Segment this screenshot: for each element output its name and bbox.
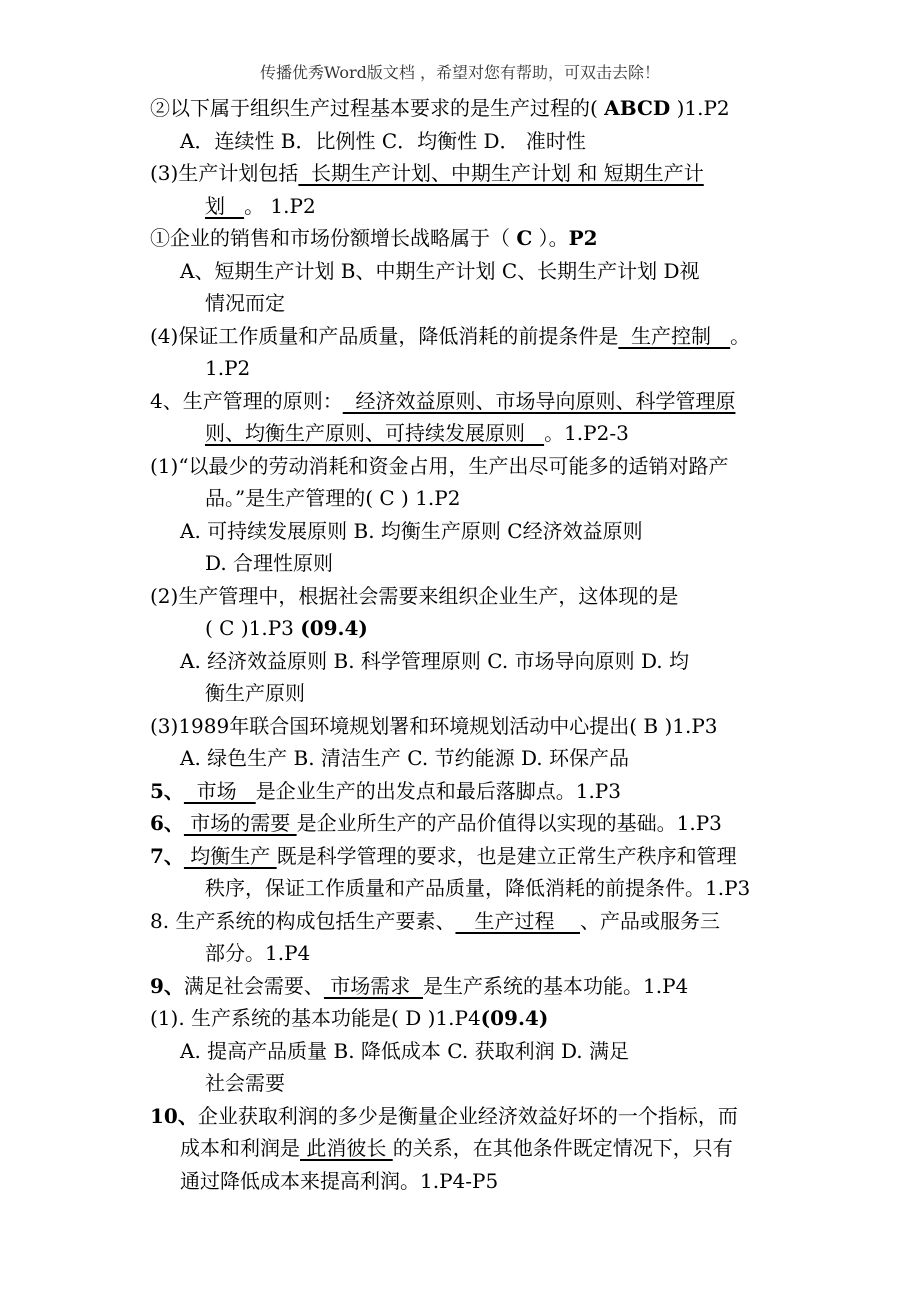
text-line-q2-stem <box>150 92 810 125</box>
text-line-q4-2-stem <box>150 580 810 613</box>
text-segment: P2 <box>568 226 598 250</box>
text-segment: (09.4) <box>480 1006 549 1030</box>
text-segment: 企业获取利润的多少是衡量企业经济效益好坏的一个指标，而 <box>197 1103 738 1128</box>
text-line-p6 <box>150 807 810 840</box>
text-line-p9 <box>150 970 810 1003</box>
text-segment: 6、 <box>150 811 184 835</box>
text-segment: 是企业所生产的产品价值得以实现的基础。1.P3 <box>296 811 722 835</box>
text-segment: 1.P2 <box>205 356 251 380</box>
text-line-q9-1-options <box>150 1035 810 1068</box>
text-segment: ①企业的销售和市场份额增长战略属于（ <box>150 226 517 250</box>
text-line-q4-1-options-cont <box>150 547 810 580</box>
text-segment: (1). 生产系统的基本功能是( D )1.P4 <box>150 1006 481 1030</box>
text-line-p10-stem <box>150 1100 810 1133</box>
text-line-p4-stem <box>150 385 810 418</box>
text-segment: 通过降低成本来提高利润。1.P4-P5 <box>180 1168 499 1193</box>
text-segment: ( C )1.P3 <box>205 616 301 640</box>
answer-blank: 市场 <box>183 778 256 803</box>
text-segment: 9、 <box>150 973 184 998</box>
answer-blank: 经济效益原则、市场导向原则、科学管理原 <box>342 388 736 413</box>
text-line-q9-1-stem <box>150 1002 810 1035</box>
text-line-q1-stem <box>150 222 810 255</box>
text-segment: (09.4) <box>300 616 368 640</box>
text-line-p10-cont1 <box>150 1132 810 1165</box>
text-segment: 。 <box>730 323 751 348</box>
text-segment: (3)1989年联合国环境规划署和环境规划活动中心提出( B )1.P3 <box>150 713 718 738</box>
answer-blank: 市场需求 <box>323 973 423 998</box>
text-segment: 10、 <box>150 1103 198 1128</box>
text-line-q4-2-options <box>150 645 810 678</box>
text-line-p10-cont2 <box>150 1165 810 1198</box>
answer-blank: 均衡生产 <box>183 843 277 868</box>
text-line-q4-2-options-cont <box>150 677 810 710</box>
text-segment: 。1.P2-3 <box>544 421 629 445</box>
answer-blank: 则、均衡生产原则、可持续发展原则 <box>205 421 545 445</box>
text-line-q1-options <box>150 255 810 288</box>
text-segment: A．连续性 B．比例性 C．均衡性 D． 准时性 <box>180 128 586 153</box>
text-segment: ABCD <box>604 96 671 120</box>
document-body <box>150 92 810 1197</box>
text-segment: A. 可持续发展原则 B. 均衡生产原则 C经济效益原则 <box>180 518 643 543</box>
text-line-q4-1-stem <box>150 450 810 483</box>
text-segment: 满足社会需要、 <box>183 973 324 998</box>
text-segment: 秩序，保证工作质量和产品质量，降低消耗的前提条件。1.P3 <box>205 876 751 900</box>
text-segment: 7、 <box>150 843 184 868</box>
text-segment: ）。 <box>532 226 569 250</box>
text-segment: 8. 生产系统的构成包括生产要素、 <box>150 908 456 933</box>
answer-blank: 生产控制 <box>618 323 731 348</box>
text-segment: 4、生产管理的原则： <box>150 388 343 413</box>
text-segment: 成本和利润是 <box>180 1136 300 1160</box>
text-segment: 5、 <box>150 778 184 803</box>
answer-blank: 生产过程 <box>455 908 580 933</box>
text-segment: C <box>516 226 533 250</box>
answer-blank: 长期生产计划、中期生产计划 和 短期生产计 <box>298 161 704 185</box>
text-line-p8-cont <box>150 937 810 970</box>
text-segment: 品。”是生产管理的( C ) 1.P2 <box>205 486 461 510</box>
text-line-p8-stem <box>150 905 810 938</box>
text-segment: A. 经济效益原则 B. 科学管理原则 C. 市场导向原则 D. 均 <box>180 648 689 673</box>
text-segment: 是企业生产的出发点和最后落脚点。1.P3 <box>255 778 621 803</box>
text-segment: ②以下属于组织生产过程基本要求的是生产过程的( <box>150 96 605 120</box>
text-segment: (4)保证工作质量和产品质量，降低消耗的前提条件是 <box>150 323 619 348</box>
answer-blank: 市场的需要 <box>183 811 297 835</box>
answer-blank: 划 <box>205 193 245 218</box>
text-line-q2-options <box>150 125 810 158</box>
text-segment: 情况而定 <box>205 291 285 315</box>
document-header: 传播优秀Word版文档 ，希望对您有帮助，可双击去除！ <box>260 63 660 82</box>
text-segment: A. 提高产品质量 B. 降低成本 C. 获取利润 D. 满足 <box>180 1038 629 1063</box>
text-line-s4-cont <box>150 352 810 385</box>
text-segment: 部分。1.P4 <box>205 941 311 965</box>
text-segment: (3)生产计划包括 <box>150 161 299 185</box>
text-segment: D. 合理性原则 <box>205 551 334 575</box>
text-segment: 社会需要 <box>205 1071 285 1095</box>
text-line-p5 <box>150 775 810 808</box>
text-segment: 、产品或服务三 <box>579 908 720 933</box>
text-segment: A、短期生产计划 B、中期生产计划 C、长期生产计划 D视 <box>180 258 700 283</box>
text-line-q4-3-stem <box>150 710 810 743</box>
text-segment: 既是科学管理的要求，也是建立正常生产秩序和管理 <box>276 843 737 868</box>
text-line-p7-stem <box>150 840 810 873</box>
text-line-s3-stem <box>150 157 810 190</box>
text-line-q4-1-options <box>150 515 810 548</box>
text-line-s4-stem <box>150 320 810 353</box>
text-segment: 的关系，在其他条件既定情况下，只有 <box>392 1136 733 1160</box>
text-segment: )1.P2 <box>670 96 730 120</box>
text-line-q1-options-cont <box>150 287 810 320</box>
text-line-s3-cont <box>150 190 810 223</box>
answer-blank: 此消彼长 <box>300 1136 393 1160</box>
text-line-q4-1-cont <box>150 482 810 515</box>
text-segment: 衡生产原则 <box>205 681 305 705</box>
text-segment: 。 1.P2 <box>244 193 316 218</box>
text-line-p4-cont <box>150 417 810 450</box>
text-segment: 是生产系统的基本功能。1.P4 <box>423 973 689 998</box>
text-segment: (2)生产管理中，根据社会需要来组织企业生产，这体现的是 <box>150 583 679 608</box>
text-line-p7-cont <box>150 872 810 905</box>
text-line-q4-2-cont <box>150 612 810 645</box>
text-line-q9-1-options-cont <box>150 1067 810 1100</box>
text-line-q4-3-options <box>150 742 810 775</box>
text-segment: (1)“以最少的劳动消耗和资金占用，生产出尽可能多的适销对路产 <box>150 453 729 478</box>
text-segment: A. 绿色生产 B. 清洁生产 C. 节约能源 D. 环保产品 <box>180 746 629 770</box>
